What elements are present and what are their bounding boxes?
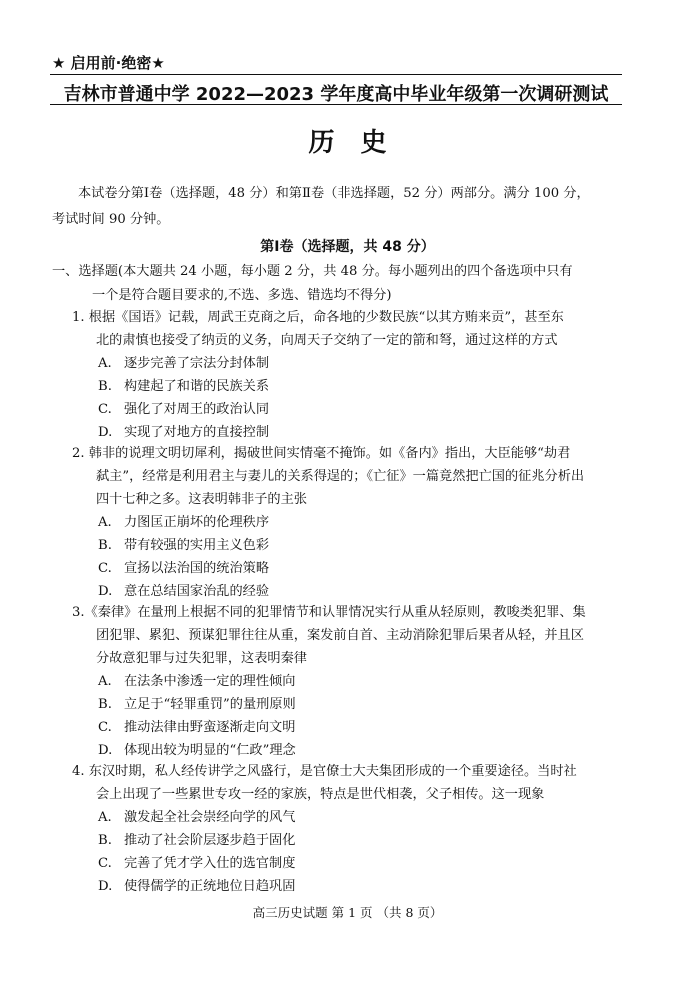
intro-line-2: 考试时间 90 分钟。 [52, 212, 170, 227]
option-letter: D. [98, 425, 113, 440]
option-text: 力图匡正崩坏的伦理秩序 [124, 515, 270, 530]
option-letter: B. [98, 833, 112, 848]
option-text: 体现出较为明显的“仁政”理念 [124, 743, 296, 758]
secret-mark: ★ 启用前·绝密★ [52, 54, 165, 72]
question-1-option-a [98, 352, 269, 371]
question-3-option-c [98, 716, 295, 735]
section-instruction-2: 一个是符合题目要求的,不选、多选、错选均不得分) [92, 288, 392, 303]
question-4-stem-line-1: 4. 东汉时期，私人经传讲学之风盛行，是官僚士大夫集团形成的一个重要途径。当时社 [72, 764, 577, 779]
question-4-option-a [98, 806, 295, 825]
question-3-option-a [98, 670, 295, 689]
question-3-option-d [98, 739, 296, 758]
option-text: 使得儒学的正统地位日趋巩固 [124, 879, 296, 894]
question-3-stem-line-3: 分故意犯罪与过失犯罪，这表明秦律 [96, 651, 307, 666]
option-text: 激发起全社会崇经向学的风气 [124, 810, 296, 825]
question-2-stem-line-2: 弑主”，经常是利用君主与妻儿的关系得逞的；《亡征》一篇竟然把亡国的征兆分析出 [96, 469, 585, 484]
option-text: 宣扬以法治国的统治策略 [124, 561, 270, 576]
question-2-option-a [98, 511, 269, 530]
question-4-option-d [98, 875, 295, 894]
question-3-option-b [98, 693, 296, 712]
option-text: 立足于“轻罪重罚”的量刑原则 [124, 697, 296, 712]
question-3-stem-line-2: 团犯罪、累犯、预谋犯罪往往从重，案发前自首、主动消除犯罪后果者从轻，并且区 [96, 628, 584, 643]
question-2-option-b [98, 534, 269, 553]
option-letter: A. [98, 674, 112, 689]
question-2-stem-line-1: 2. 韩非的说理文明切犀利，揭破世间实情毫不掩饰。如《备内》指出，大臣能够“劫君 [72, 446, 571, 461]
question-4-stem-line-2: 会上出现了一些累世专攻一经的家族，特点是世代相袭，父子相传。这一现象 [96, 787, 545, 802]
subject-title: 历史 [308, 128, 413, 158]
question-1-stem-line-1: 1. 根据《国语》记载，周武王克商之后，命各地的少数民族“以其方贿来贡”，甚至东 [72, 310, 564, 325]
intro-line-1: 本试卷分第Ⅰ卷（选择题，48 分）和第Ⅱ卷（非选择题，52 分）两部分。满分 100 分， [78, 186, 590, 201]
option-letter: D. [98, 584, 113, 599]
option-letter: C. [98, 561, 112, 576]
option-text: 意在总结国家治乱的经验 [124, 584, 270, 599]
option-text: 强化了对周王的政治认同 [124, 402, 270, 417]
exam-title: 吉林市普通中学 2022—2023 学年度高中毕业年级第一次调研测试 [63, 84, 609, 105]
question-1-option-c [98, 398, 269, 417]
option-letter: B. [98, 538, 112, 553]
section-title: 第Ⅰ卷（选择题，共 48 分） [260, 239, 435, 255]
page-footer: 高三历史试题 第 1 页 （共 8 页） [252, 905, 443, 920]
option-text: 实现了对地方的直接控制 [124, 425, 270, 440]
option-text: 推动法律由野蛮逐渐走向文明 [124, 720, 296, 735]
option-text: 完善了凭才学入仕的选官制度 [124, 856, 296, 871]
question-2-option-d [98, 580, 269, 599]
header-rule-top [50, 74, 622, 75]
header-rule-bottom [50, 104, 622, 105]
option-text: 构建起了和谐的民族关系 [124, 379, 270, 394]
question-2-stem-line-3: 四十七种之多。这表明韩非子的主张 [96, 492, 307, 507]
option-letter: C. [98, 856, 112, 871]
option-letter: B. [98, 379, 112, 394]
question-3-stem-line-1: 3.《秦律》在量刑上根据不同的犯罪情节和认罪情况实行从重从轻原则，教唆类犯罪、集 [72, 605, 586, 620]
option-letter: D. [98, 743, 113, 758]
option-letter: D. [98, 879, 113, 894]
option-text: 在法条中渗透一定的理性倾向 [124, 674, 296, 689]
question-2-option-c [98, 557, 269, 576]
question-4-option-b [98, 829, 295, 848]
question-4-option-c [98, 852, 295, 871]
question-1-option-b [98, 375, 269, 394]
section-instruction-1: 一、选择题(本大题共 24 小题，每小题 2 分，共 48 分。每小题列出的四个备选项中只有 [52, 264, 573, 279]
option-letter: A. [98, 356, 112, 371]
option-text: 推动了社会阶层逐步趋于固化 [124, 833, 296, 848]
option-text: 逐步完善了宗法分封体制 [124, 356, 270, 371]
option-letter: A. [98, 810, 112, 825]
option-letter: C. [98, 720, 112, 735]
question-1-stem-line-2: 北的肃慎也接受了纳贡的义务，向周天子交纳了一定的箭和弩，通过这样的方式 [96, 333, 558, 348]
option-letter: A. [98, 515, 112, 530]
question-1-option-d [98, 421, 269, 440]
option-letter: B. [98, 697, 112, 712]
option-text: 带有较强的实用主义色彩 [124, 538, 270, 553]
option-letter: C. [98, 402, 112, 417]
